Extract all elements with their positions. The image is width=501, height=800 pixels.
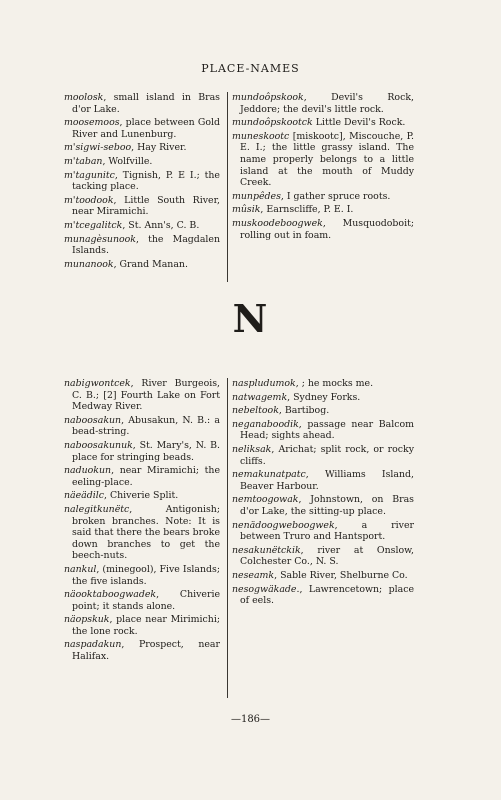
entry-definition: , River Burgeois, C. B.; [2] Fourth Lake on Fort Medway River.: [72, 378, 220, 413]
dictionary-entry: [232, 494, 414, 517]
dictionary-entry: [64, 170, 220, 193]
dictionary-entry: [64, 156, 220, 168]
entry-definition: , Wolfville.: [102, 155, 153, 167]
dictionary-entry: [232, 131, 414, 189]
dictionary-entry: [64, 614, 220, 637]
entry-definition: , ; he mocks me.: [295, 378, 374, 389]
entry-term: naboosakunuk: [64, 439, 133, 451]
entry-definition: Little Devil's Rock.: [312, 117, 406, 129]
entry-definition: , Bartibog.: [278, 405, 330, 417]
top-right-column: [232, 92, 414, 243]
entry-definition: , (minegool), Five Islands; the five islands.: [72, 563, 220, 587]
dictionary-entry: [64, 415, 220, 438]
entry-term: natwagemk: [232, 391, 288, 403]
entry-definition: , place near Mirimichi; the lone rock.: [72, 614, 220, 637]
dictionary-entry: [232, 92, 414, 115]
entry-term: naspadakun: [64, 639, 122, 651]
dictionary-entry: [232, 570, 414, 582]
entry-definition: , Tignish, P. E I.; the tacking place.: [72, 169, 220, 193]
dictionary-entry: [64, 142, 220, 154]
entry-definition: , a river between Truro and Hantsport.: [240, 519, 414, 543]
entry-term: naduokun: [64, 465, 112, 477]
column-divider-top: [227, 92, 228, 282]
entry-term: nalegitkunëtc: [64, 503, 130, 515]
entry-definition: , Chiverie Split.: [104, 490, 179, 502]
dictionary-entry: [232, 405, 414, 417]
dictionary-entry: [232, 191, 414, 203]
entry-definition: , Johnstown, on Bras d'or Lake, the sitting-up place.: [240, 494, 414, 517]
entry-term: m'toodook: [64, 194, 114, 206]
dictionary-entry: [232, 545, 414, 568]
entry-term: nebeltook: [232, 405, 279, 417]
entry-term: mundoôpskootck: [232, 117, 313, 129]
entry-term: nesakunëtckik: [232, 544, 301, 556]
entry-term: nemakunatpatc: [232, 469, 306, 481]
entry-term: naspludumok: [232, 378, 296, 389]
column-divider-bottom: [227, 378, 228, 698]
dictionary-entry: [64, 440, 220, 463]
bottom-right-column: [232, 378, 414, 609]
entry-definition: ., Lawrencetown; place of eels.: [240, 583, 414, 607]
dictionary-entry: [232, 469, 414, 492]
dictionary-entry: [64, 259, 220, 271]
entry-definition: , near Miramichi; the eeling-place.: [72, 465, 220, 488]
entry-definition: , Musquodoboit; rolling out in foam.: [240, 217, 414, 241]
dictionary-entry: [64, 504, 220, 562]
entry-term: muneskootc: [232, 130, 290, 142]
dictionary-entry: [64, 220, 220, 232]
entry-definition: , Antigonish; broken branches. Note: It is said that there the bears broke down branches to get the beech-nuts.: [72, 503, 220, 562]
dictionary-entry: [232, 117, 414, 129]
entry-term: näopskuk: [64, 614, 110, 626]
dictionary-entry: [64, 639, 220, 662]
dictionary-entry: [64, 564, 220, 587]
entry-term: neganaboodik: [232, 418, 299, 430]
dictionary-entry: [232, 392, 414, 404]
entry-definition: , Sydney Forks.: [287, 391, 361, 403]
entry-definition: , I gather spruce roots.: [280, 190, 391, 202]
entry-term: nemtoogowak: [232, 494, 299, 506]
entry-term: m'sigwi-seboo: [64, 142, 132, 154]
dictionary-entry: [64, 234, 220, 257]
entry-definition: , the Magdalen Islands.: [72, 233, 220, 257]
entry-term: munagèsunook: [64, 233, 136, 245]
entry-term: muskoodeboogwek: [232, 217, 323, 229]
entry-term: munanook: [64, 258, 114, 270]
dictionary-entry: [64, 378, 220, 413]
entry-term: naboosakun: [64, 414, 122, 426]
dictionary-entry: [64, 490, 220, 502]
entry-term: näooktaboogwadek: [64, 589, 157, 601]
entry-definition: , Williams Island, Beaver Harbour.: [240, 469, 414, 492]
entry-term: neliksak: [232, 443, 272, 455]
dictionary-entry: [232, 444, 414, 467]
section-letter: N: [232, 296, 269, 341]
entry-term: näeädilc: [64, 490, 105, 502]
dictionary-entry: [64, 117, 220, 140]
entry-term: nankul: [64, 563, 97, 575]
entry-definition: , Little South River, near Miramichi.: [72, 194, 220, 218]
entry-definition: , St. Mary's, N. B. place for stringing beads.: [72, 439, 220, 463]
entry-term: neseamk: [232, 569, 275, 581]
entry-term: m'tcegalitck: [64, 219, 123, 231]
entry-term: nenädoogweboogwek: [232, 519, 335, 531]
running-head: PLACE-NAMES: [201, 62, 300, 75]
entry-definition: [miskootc], Miscouche, P. E. I.; the little grassy island. The name properly belongs to a little island at the mouth of Muddy Creek.: [240, 130, 414, 189]
entry-definition: , small island in Bras d'or Lake.: [72, 92, 220, 115]
entry-definition: , Grand Manan.: [113, 258, 188, 270]
entry-term: nesogwäkade: [232, 583, 297, 595]
entry-term: mûsik: [232, 204, 261, 216]
entry-term: moolosk: [64, 92, 104, 103]
entry-term: moosemoos: [64, 117, 120, 129]
entry-term: mundoôpskook: [232, 92, 304, 103]
entry-term: m'tagunitc: [64, 169, 115, 181]
entry-definition: , Hay River.: [131, 142, 187, 154]
dictionary-entry: [232, 520, 414, 543]
dictionary-entry: [232, 204, 414, 216]
entry-definition: , place between Gold River and Lunenburg.: [72, 117, 220, 140]
dictionary-entry: [64, 92, 220, 115]
entry-term: m'taban: [64, 155, 103, 167]
entry-definition: , Chiverie point; it stands alone.: [72, 589, 220, 612]
entry-definition: , river at Onslow, Colchester Co., N. S.: [240, 544, 414, 568]
dictionary-entry: [232, 584, 414, 607]
dictionary-entry: [232, 378, 414, 390]
bottom-left-column: [64, 378, 220, 665]
dictionary-entry: [232, 419, 414, 442]
entry-definition: , Sable River, Shelburne Co.: [274, 569, 408, 581]
entry-definition: , St. Ann's, C. B.: [122, 219, 200, 231]
entry-definition: , Prospect, near Halifax.: [72, 639, 220, 663]
entry-term: nabigwontcek: [64, 378, 131, 389]
entry-definition: , passage near Balcom Head; sights ahead.: [240, 418, 414, 442]
dictionary-entry: [64, 589, 220, 612]
dictionary-entry: [232, 218, 414, 241]
dictionary-entry: [64, 465, 220, 488]
entry-definition: , Arichat; split rock, or rocky cliffs.: [240, 443, 414, 467]
top-left-column: [64, 92, 220, 272]
entry-definition: , Earnscliffe, P. E. I.: [260, 204, 354, 216]
entry-definition: , Abusakun, N. B.: a bead-string.: [72, 414, 220, 438]
entry-term: munpêdes: [232, 190, 281, 202]
dictionary-entry: [64, 195, 220, 218]
page-number: —186—: [230, 714, 271, 725]
entry-definition: , Devil's Rock, Jeddore; the devil's little rock.: [240, 92, 414, 115]
